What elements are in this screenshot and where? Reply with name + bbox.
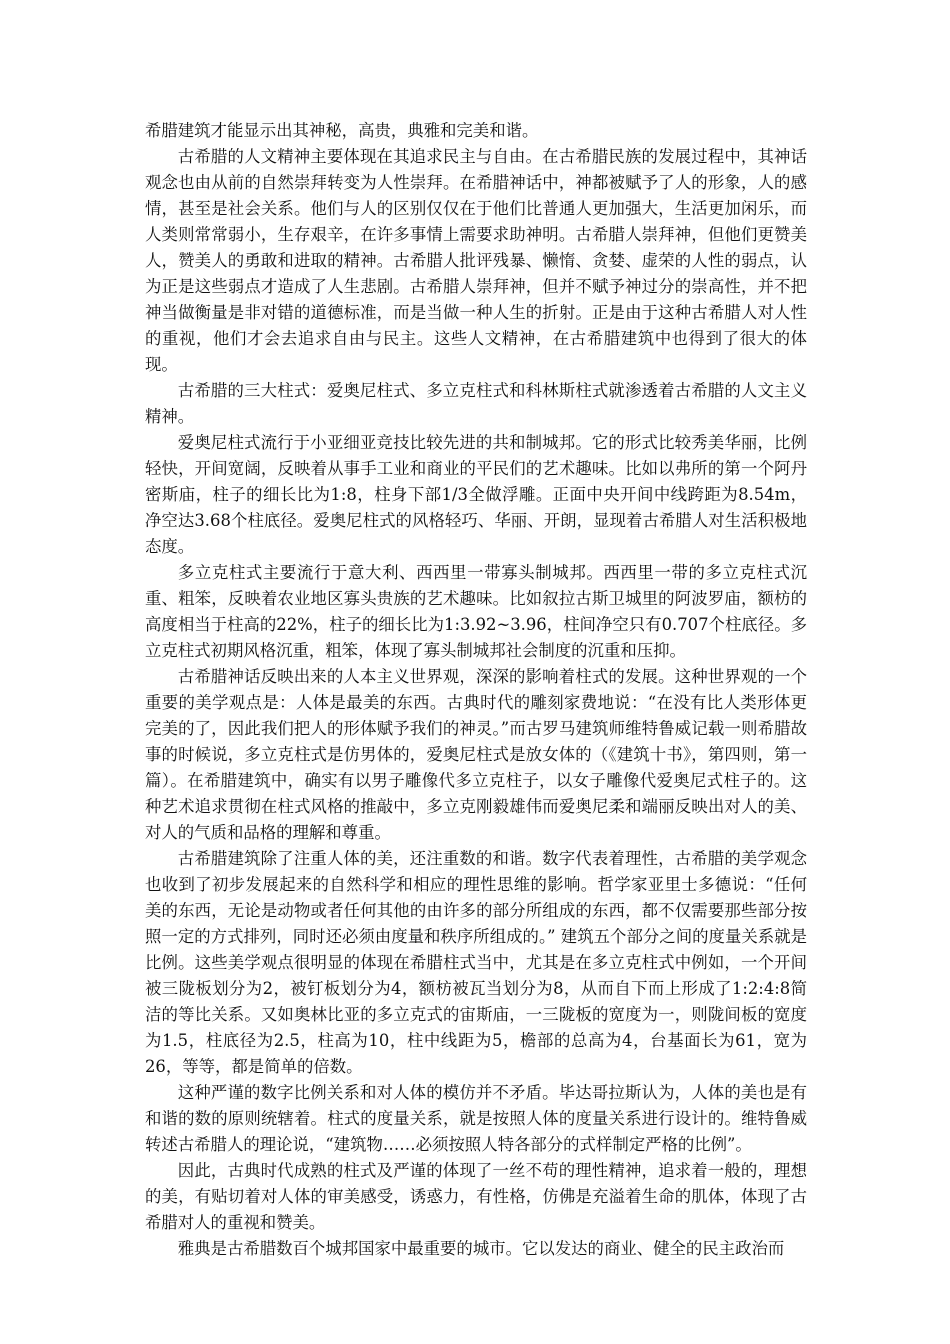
paragraph-10: 雅典是古希腊数百个城邦国家中最重要的城市。它以发达的商业、健全的民主政治而: [177, 1239, 785, 1258]
paragraph-8: 这种严谨的数字比例关系和对人体的模仿并不矛盾。毕达哥拉斯认为，人体的美也是有和谐的数的原则统辖着。柱式的度量关系，就是按照人体的度量关系进行设计的。维特鲁威转述古希腊人的理论说，“建筑物……必须按照人特各部分的式样制定严格的比例”。: [145, 1083, 807, 1154]
paragraph-1: 希腊建筑才能显示出其神秘，高贵，典雅和完美和谐。: [145, 121, 539, 140]
paragraph-6: 古希腊神话反映出来的人本主义世界观，深深的影响着柱式的发展。这种世界观的一个重要的美学观点是：人体是最美的东西。古典时代的雕刻家费地说：“在没有比人类形体更完美的了，因此我们把人的形体赋予我们的神灵。”而古罗马建筑师维特鲁威记载一则希腊故事的时候说，多立克柱式是仿男体的，爱奥尼柱式是放女体的（《建筑十书》，第四则，第一篇）。在希腊建筑中，确实有以男子雕像代多立克柱子，以女子雕像代爱奥尼式柱子的。这种艺术追求贯彻在柱式风格的推敲中，多立克刚毅雄伟而爱奥尼柔和端丽反映出对人的美、对人的气质和品格的理解和尊重。: [145, 667, 807, 842]
paragraph-5: 多立克柱式主要流行于意大利、西西里一带寡头制城邦。西西里一带的多立克柱式沉重、粗笨，反映着农业地区寡头贵族的艺术趣味。比如叙拉古斯卫城里的阿波罗庙，额枋的高度相当于柱高的22%，柱子的细长比为1:3.92~3.96，柱间净空只有0.707个柱底径。多立克柱式初期风格沉重，粗笨，体现了寡头制城邦社会制度的沉重和压抑。: [145, 563, 807, 660]
document-page: [145, 118, 807, 1262]
paragraph-4: 爱奥尼柱式流行于小亚细亚竞技比较先进的共和制城邦。它的形式比较秀美华丽，比例轻快，开间宽阔，反映着从事手工业和商业的平民们的艺术趣味。比如以弗所的第一个阿丹密斯庙，柱子的细长比为1:8，柱身下部1/3全做浮雕。正面中央开间中线跨距为8.54m，净空达3.68个柱底径。爱奥尼柱式的风格轻巧、华丽、开朗，显现着古希腊人对生活积极地态度。: [145, 433, 807, 556]
paragraph-2: 古希腊的人文精神主要体现在其追求民主与自由。在古希腊民族的发展过程中，其神话观念也由从前的自然崇拜转变为人性崇拜。在希腊神话中，神都被赋予了人的形象，人的感情，甚至是社会关系。他们与人的区别仅仅在于他们比普通人更加强大，生活更加闲乐，而人类则常常弱小，生存艰辛，在许多事情上需要求助神明。古希腊人崇拜神，但他们更赞美人，赞美人的勇敢和进取的精神。古希腊人批评残暴、懒惰、贪婪、虚荣的人性的弱点，认为正是这些弱点才造成了人生悲剧。古希腊人崇拜神，但并不赋予神过分的崇高性，并不把神当做衡量是非对错的道德标准，而是当做一种人生的折射。正是由于这种古希腊人对人性的重视，他们才会去追求自由与民主。这些人文精神，在古希腊建筑中也得到了很大的体现。: [145, 147, 807, 374]
paragraph-3: 古希腊的三大柱式：爱奥尼柱式、多立克柱式和科林斯柱式就渗透着古希腊的人文主义精神。: [145, 381, 807, 426]
paragraph-9: 因此，古典时代成熟的柱式及严谨的体现了一丝不苟的理性精神，追求着一般的，理想的美，有贴切着对人体的审美感受，诱惑力，有性格，仿佛是充溢着生命的肌体，体现了古希腊对人的重视和赞美。: [145, 1161, 807, 1232]
paragraph-7: 古希腊建筑除了注重人体的美，还注重数的和谐。数字代表着理性，古希腊的美学观念也收到了初步发展起来的自然科学和相应的理性思维的影响。哲学家亚里士多德说：“任何美的东西，无论是动物或者任何其他的由许多的部分所组成的东西，都不仅需要那些部分按照一定的方式排列，同时还必须由度量和秩序所组成的。” 建筑五个部分之间的度量关系就是比例。这些美学观点很明显的体现在希腊柱式当中，尤其是在多立克柱式中例如，一个开间被三陇板划分为2，被钉板划分为4，额枋被瓦当划分为8，从而自下而上形成了1:2:4:8简洁的等比关系。又如奥林比亚的多立克式的宙斯庙，一三陇板的宽度为一，则陇间板的宽度为1.5，柱底径为2.5，柱高为10，柱中线距为5，檐部的总高为4，台基面长为61，宽为26，等等，都是简单的倍数。: [145, 849, 807, 1076]
